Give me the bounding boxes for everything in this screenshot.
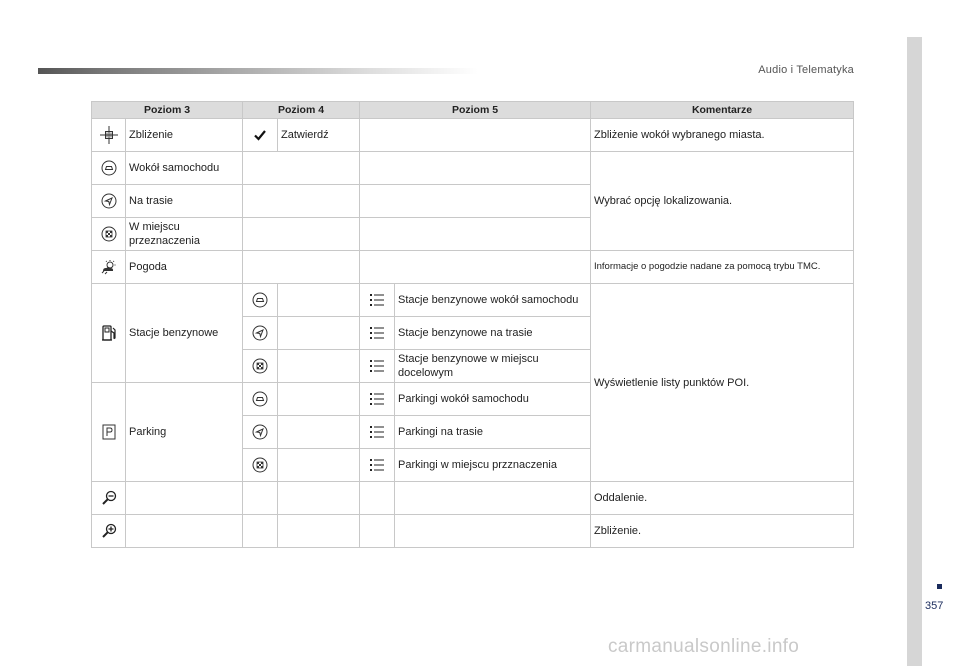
level4-label: Zatwierdź [278, 119, 360, 152]
destination-flag-icon [243, 350, 278, 383]
car-icon [92, 152, 126, 185]
fuel-pump-icon [92, 284, 126, 383]
destination-flag-icon [92, 218, 126, 251]
zoom-in-icon [92, 515, 126, 548]
zoom-out-icon [92, 482, 126, 515]
table-header-row [92, 102, 854, 119]
level5-label: Parkingi na trasie [395, 416, 591, 449]
route-arrow-icon [92, 185, 126, 218]
destination-flag-icon [243, 449, 278, 482]
list-icon [360, 449, 395, 482]
header-poziom-5: Poziom 5 [360, 102, 591, 119]
comment-cell: Informacje o pogodzie nadane za pomocą trybu TMC. [591, 251, 854, 284]
table-row [92, 251, 854, 284]
level3-label: Na trasie [126, 185, 243, 218]
page-marker [937, 584, 942, 589]
list-icon [360, 416, 395, 449]
list-icon [360, 383, 395, 416]
table-row [92, 284, 854, 317]
table-row [92, 152, 854, 185]
table-row [92, 515, 854, 548]
level3-label: W miejscu przeznaczenia [126, 218, 243, 251]
level5-label: Parkingi w miejscu przznaczenia [395, 449, 591, 482]
list-icon [360, 350, 395, 383]
car-icon [243, 284, 278, 317]
page-number: 357 [925, 600, 944, 612]
level3-label: Parking [126, 383, 243, 482]
watermark: carmanualsonline.info [608, 636, 800, 657]
weather-icon [92, 251, 126, 284]
level3-label: Stacje benzynowe [126, 284, 243, 383]
level3-label: Pogoda [126, 251, 243, 284]
navigation-menu-table [91, 101, 854, 548]
table-row [92, 119, 854, 152]
parking-icon [92, 383, 126, 482]
table-row [92, 482, 854, 515]
level3-label: Zbliżenie [126, 119, 243, 152]
comment-cell: Zbliżenie. [591, 515, 854, 548]
level3-label: Wokół samochodu [126, 152, 243, 185]
section-title: Audio i Telematyka [758, 64, 854, 76]
check-icon [243, 119, 278, 152]
list-icon [360, 284, 395, 317]
comment-cell: Oddalenie. [591, 482, 854, 515]
comment-cell: Wybrać opcję lokalizowania. [591, 152, 854, 251]
comment-cell: Zbliżenie wokół wybranego miasta. [591, 119, 854, 152]
route-arrow-icon [243, 317, 278, 350]
list-icon [360, 317, 395, 350]
level5-label: Stacje benzynowe na trasie [395, 317, 591, 350]
header-gradient-bar [38, 68, 478, 74]
level5-label: Stacje benzynowe wokół samochodu [395, 284, 591, 317]
zoom-crosshair-icon [92, 119, 126, 152]
level5-label: Parkingi wokół samochodu [395, 383, 591, 416]
header-komentarze: Komentarze [591, 102, 854, 119]
header-poziom-4: Poziom 4 [243, 102, 360, 119]
header-poziom-3: Poziom 3 [92, 102, 243, 119]
comment-cell: Wyświetlenie listy punktów POI. [591, 284, 854, 482]
route-arrow-icon [243, 416, 278, 449]
page-side-tab [907, 37, 922, 666]
level5-label: Stacje benzynowe w miejscu docelowym [395, 350, 591, 383]
car-icon [243, 383, 278, 416]
